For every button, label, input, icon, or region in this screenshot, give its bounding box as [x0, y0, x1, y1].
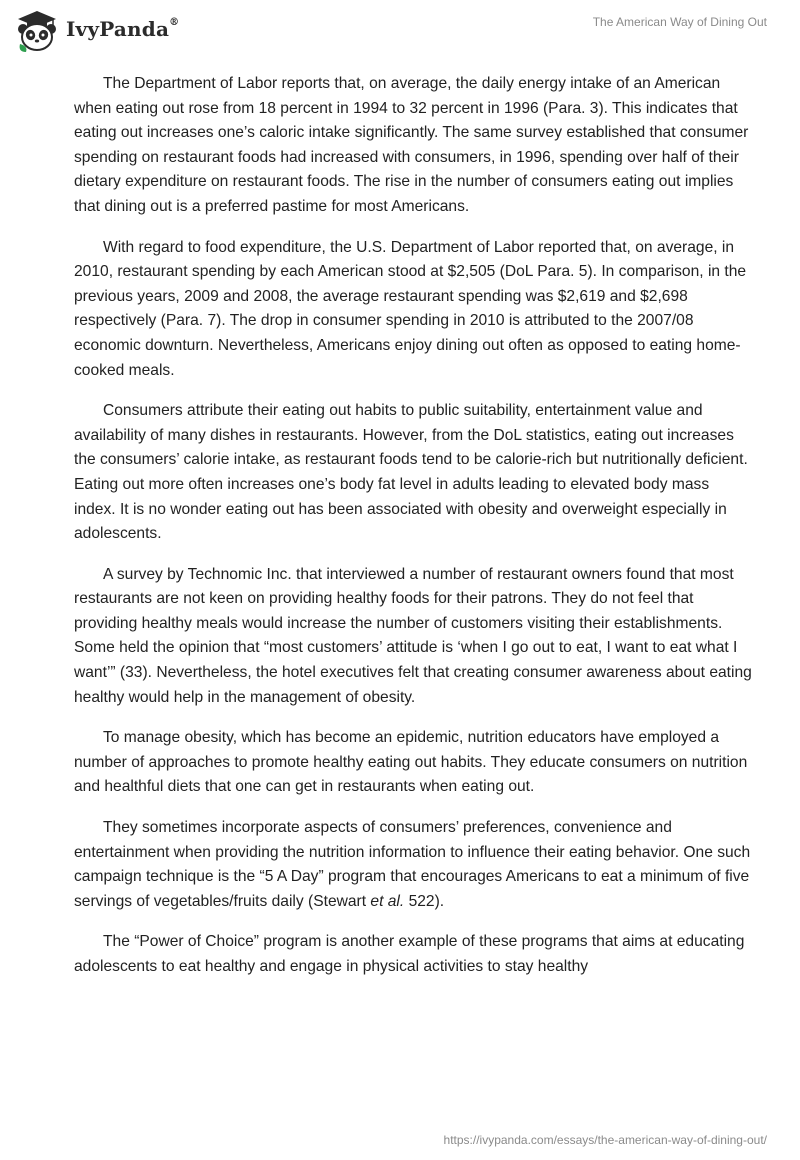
- document-title: The American Way of Dining Out: [592, 15, 767, 29]
- paragraph: With regard to food expenditure, the U.S. Department of Labor reported that, on average, in 2010, restaurant spending by each American stood at $2,505 (DoL Para. 5). In comparison, in the previous years, 2009 and 2008, the average restaurant spending was $2,619 and $2,698 respectively (Para. 7). The drop in consumer spending in 2010 is attributed to the 2007/08 economic downturn. Nevertheless, Americans enjoy dining out often as opposed to eating home-cooked meals.: [74, 238, 747, 379]
- paragraph-text: 522).: [404, 892, 445, 910]
- italic-citation: et al.: [370, 892, 405, 910]
- source-url[interactable]: https://ivypanda.com/essays/the-american-way-of-dining-out/: [443, 1133, 767, 1147]
- brand-name: IvyPanda®: [66, 17, 180, 41]
- essay-body: [74, 72, 754, 996]
- paragraph: To manage obesity, which has become an epidemic, nutrition educators have employed a number of approaches to promote healthy eating out habits. They educate consumers on nutrition and healthful diets that one can get in restaurants when eating out.: [74, 729, 748, 796]
- paragraph: [74, 816, 754, 914]
- panda-graduate-logo-icon: [14, 8, 60, 54]
- page-header: [0, 0, 800, 60]
- paragraph: Consumers attribute their eating out habits to public suitability, entertainment value and availability of many dishes in restaurants. However, from the DoL statistics, eating out increases the consumers’ calorie intake, as restaurant foods tend to be calorie-rich but nutritionally deficient. Eating out more often increases one’s body fat level in adults leading to elevated body mass index. It is no wonder eating out has been associated with obesity and overweight especially in adolescents.: [74, 402, 748, 543]
- ivypanda-logo[interactable]: [14, 8, 179, 54]
- paragraph-text: They sometimes incorporate aspects of consumers’ preferences, convenience and entertainment when providing the nutrition information to influence their eating behavior. One such campaign technique is the “5 A Day” program that encourages Americans to eat a minimum of five servings of vegetables/fruits daily (Stewart: [74, 819, 751, 910]
- paragraph: A survey by Technomic Inc. that interviewed a number of restaurant owners found that most restaurants are not keen on providing healthy foods for their patrons. They do not feel that providing healthy meals would increase the number of customers visiting their establishments. Some held the opinion that “most customers’ attitude is ‘when I go out to eat, I want to eat what I want’” (33). Nevertheless, the hotel executives felt that creating consumer awareness about eating healthy would help in the management of obesity.: [74, 565, 752, 706]
- paragraph: The “Power of Choice” program is another example of these programs that aims at educating adolescents to eat healthy and engage in physical activities to stay healthy: [74, 933, 745, 975]
- paragraph: The Department of Labor reports that, on average, the daily energy intake of an American when eating out rose from 18 percent in 1994 to 32 percent in 1996 (Para. 3). This indicates that eating out increases one’s caloric intake significantly. The same survey established that consumer spending on restaurant foods had increased with consumers, in 1996, spending over half of their dietary expenditure on restaurant foods. The rise in the number of consumers eating out implies that dining out is a preferred pastime for most Americans.: [74, 75, 749, 215]
